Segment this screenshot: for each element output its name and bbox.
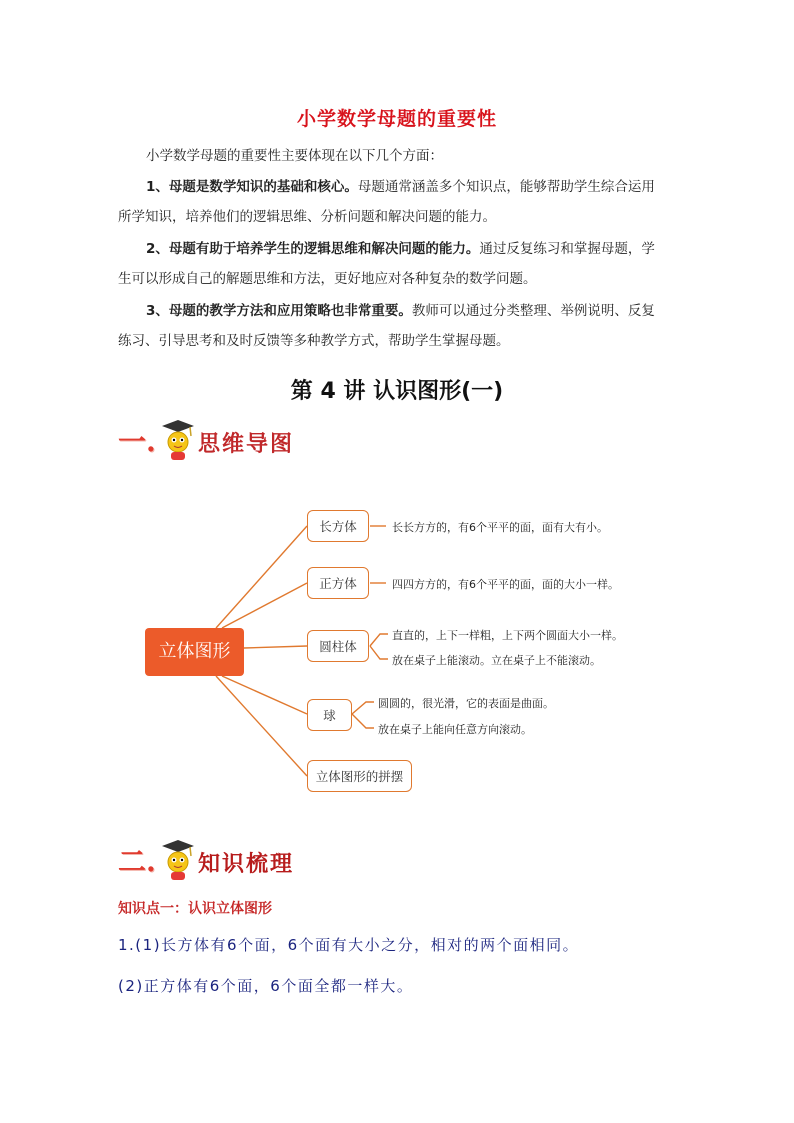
knowledge-line-2: (2)正方体有6个面，6个面全都一样大。	[118, 977, 414, 995]
point-2	[118, 234, 678, 294]
mindmap-node-cuboid: 长方体	[307, 510, 369, 542]
section-mindmap-heading	[118, 418, 378, 462]
mindmap-leaf: 圆圆的，很光滑，它的表面是曲面。	[378, 697, 554, 710]
mindmap-node-sphere: 球	[307, 699, 352, 731]
lesson-title: 第 4 讲 认识图形(一)	[290, 379, 504, 404]
point-1-body-a: 母题通常涵盖多个知识点，能够帮助学生综合运用	[357, 179, 655, 195]
scholar-mascot-icon	[160, 838, 196, 882]
section-number: 二.	[118, 845, 156, 878]
scholar-mascot-icon	[160, 418, 196, 462]
section-number: 一.	[118, 425, 156, 458]
point-3-heading: 3、母题的教学方法和应用策略也非常重要。	[146, 303, 412, 319]
mindmap-leaf: 直直的，上下一样粗，上下两个圆面大小一样。	[392, 629, 623, 642]
section-title: 思维导图	[198, 431, 295, 457]
intro-text: 小学数学母题的重要性主要体现在以下几个方面：	[146, 148, 443, 164]
knowledge-line-1: 1.(1)长方体有6个面，6个面有大小之分，相对的两个面相同。	[118, 936, 580, 954]
point-3	[118, 296, 678, 356]
mindmap-leaf: 四四方方的，有6个平平的面，面的大小一样。	[392, 578, 619, 591]
page-title: 小学数学母题的重要性	[296, 108, 497, 130]
mindmap-node-cylinder: 圆柱体	[307, 630, 369, 662]
mindmap-leaf: 长长方方的，有6个平平的面，面有大有小。	[392, 521, 608, 534]
section-knowledge-heading	[118, 838, 378, 882]
point-2-heading: 2、母题有助于培养学生的逻辑思维和解决问题的能力。	[146, 241, 480, 257]
mindmap-leaf: 放在桌子上能滚动。立在桌子上不能滚动。	[392, 654, 601, 667]
point-1-body-b: 所学知识，培养他们的逻辑思维、分析问题和解决问题的能力。	[118, 209, 496, 225]
point-2-body-b: 生可以形成自己的解题思维和方法，更好地应对各种复杂的数学问题。	[118, 271, 537, 287]
knowledge-point-heading: 知识点一：认识立体图形	[118, 901, 272, 917]
section-title: 知识梳理	[198, 851, 295, 877]
mindmap-leaf: 放在桌子上能向任意方向滚动。	[378, 723, 532, 736]
point-2-body-a: 通过反复练习和掌握母题，学	[479, 241, 655, 257]
mindmap-root: 立体图形	[145, 628, 244, 676]
mindmap-node-arrangement: 立体图形的拼摆	[307, 760, 412, 792]
point-3-body-b: 练习、引导思考和及时反馈等多种教学方式，帮助学生掌握母题。	[118, 333, 510, 349]
mindmap-node-cube: 正方体	[307, 567, 369, 599]
point-1-heading: 1、母题是数学知识的基础和核心。	[146, 179, 358, 195]
point-3-body-a: 教师可以通过分类整理、举例说明、反复	[411, 303, 655, 319]
point-1	[118, 172, 678, 232]
